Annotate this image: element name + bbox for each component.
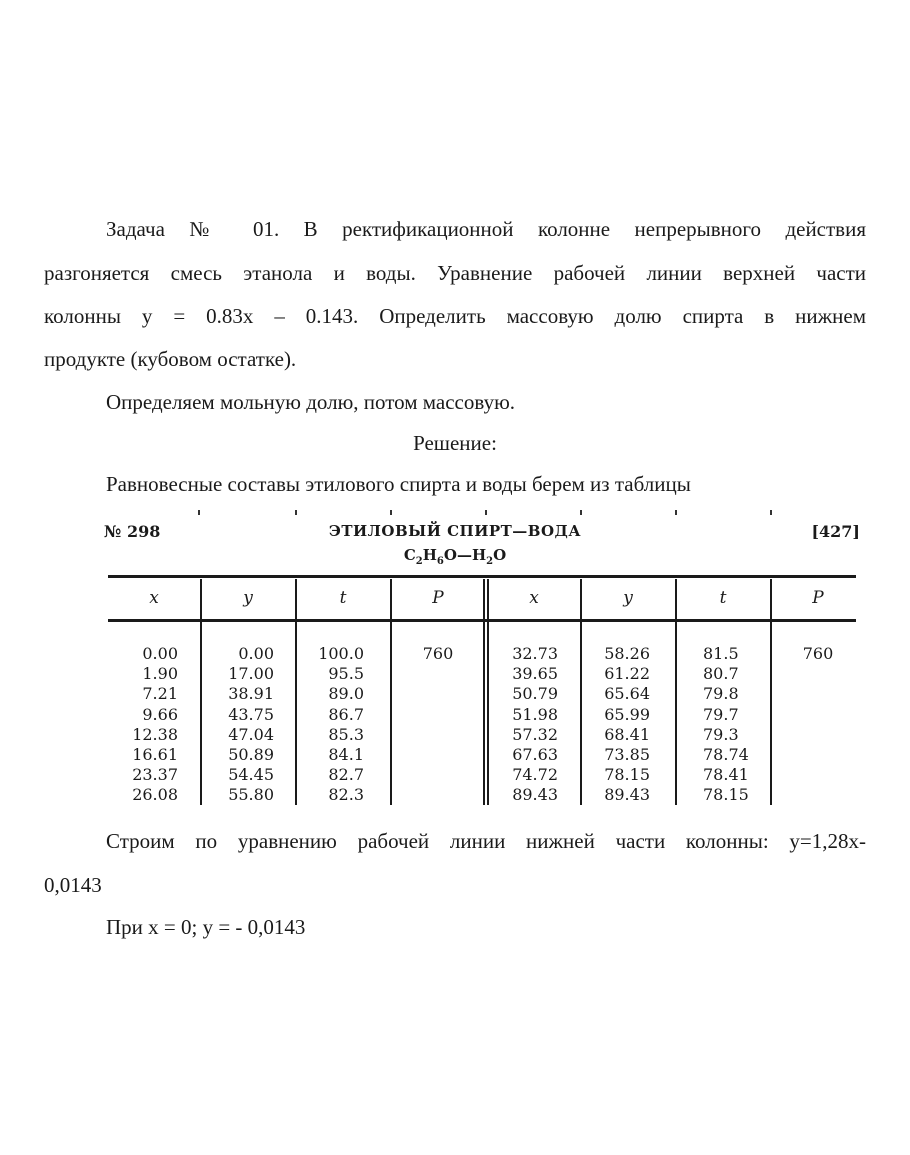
cell: 100.0: [318, 644, 364, 663]
cell: 78.41: [703, 765, 749, 785]
table-formula: [0, 546, 910, 567]
problem-note: Определяем мольную долю, потом массовую.: [106, 390, 516, 414]
cell: 0.00: [238, 644, 274, 663]
scan-mark: [295, 510, 297, 515]
cell: 51.98: [512, 704, 558, 724]
column-right-x: [512, 644, 558, 806]
column-left-t: [318, 644, 364, 806]
formula-sub: 6: [436, 556, 444, 567]
column-left-x: [132, 644, 178, 806]
table-reference: [427]: [811, 522, 860, 541]
cell: 65.99: [604, 704, 650, 724]
cell: 38.91: [228, 684, 274, 704]
column-separator: [675, 622, 677, 805]
cell: 23.37: [132, 765, 178, 785]
cell: 68.41: [604, 724, 650, 744]
formula-part: C: [403, 546, 416, 564]
cell: 82.7: [328, 765, 364, 785]
cell: 17.00: [228, 664, 274, 684]
formula-sub: 2: [486, 556, 494, 567]
scan-mark: [770, 510, 772, 515]
column-separator: [580, 622, 582, 805]
column-right-t: [703, 644, 749, 806]
cell: 7.21: [142, 684, 178, 704]
header-t: t: [339, 588, 347, 608]
cell: 73.85: [604, 745, 650, 765]
table-top-rule: [108, 575, 856, 578]
cell: 50.79: [512, 684, 558, 704]
table-number: № 298: [104, 522, 161, 541]
cell: 58.26: [604, 644, 650, 663]
scan-mark: [485, 510, 487, 515]
after-line-1: Строим по уравнению рабочей линии нижней части колонны: y=1,28x-: [106, 829, 866, 853]
cell: 95.5: [328, 664, 364, 684]
table-intro: Равновесные составы этилового спирта и воды берем из таблицы: [106, 472, 691, 496]
header-t: t: [719, 588, 727, 608]
cell: 78.15: [703, 785, 749, 805]
cell: 82.3: [328, 785, 364, 805]
header-y: y: [623, 588, 633, 608]
formula-sub: 2: [415, 556, 423, 567]
cell: 84.1: [328, 745, 364, 765]
after-line-2: 0,0143: [44, 873, 102, 897]
cell: 78.15: [604, 765, 650, 785]
cell: 0.00: [142, 644, 178, 663]
problem-line-4: продукте (кубовом остатке).: [44, 347, 297, 371]
scan-mark: [198, 510, 200, 515]
cell: 79.7: [703, 704, 739, 724]
problem-line-1: Задача № 01. В ректификационной колонне непрерывного действия: [106, 217, 866, 241]
header-p: P: [812, 588, 824, 608]
cell: 85.3: [328, 724, 364, 744]
cell: 86.7: [328, 704, 364, 724]
cell: 67.63: [512, 745, 558, 765]
column-right-y: [604, 644, 650, 806]
formula-part: H: [422, 546, 437, 564]
scan-mark: [580, 510, 582, 515]
cell: 43.75: [228, 704, 274, 724]
cell: 50.89: [228, 745, 274, 765]
cell: 54.45: [228, 765, 274, 785]
cell: 89.0: [328, 684, 364, 704]
header-y: y: [243, 588, 253, 608]
scan-mark: [390, 510, 392, 515]
column-separator: [295, 622, 297, 805]
scan-mark: [675, 510, 677, 515]
cell: 16.61: [132, 745, 178, 765]
solution-heading: Решение:: [413, 431, 497, 455]
cell: 39.65: [512, 664, 558, 684]
table-header-rule: [108, 619, 856, 622]
formula-part: O—H: [443, 546, 487, 564]
problem-line-3: колонны y = 0.83x – 0.143. Определить массовую долю спирта в нижнем: [44, 304, 866, 328]
cell: 80.7: [703, 664, 739, 684]
cell: 12.38: [132, 724, 178, 744]
cell: 55.80: [228, 785, 274, 805]
formula-part: O: [493, 546, 507, 564]
cell: 61.22: [604, 664, 650, 684]
cell: 74.72: [512, 765, 558, 785]
cell: 57.32: [512, 724, 558, 744]
cell: 89.43: [604, 785, 650, 805]
column-right-p: [772, 644, 864, 664]
cell: 760: [802, 644, 834, 663]
cell: 79.3: [703, 724, 739, 744]
problem-line-2: разгоняется смесь этанола и воды. Уравнение рабочей линии верхней части: [44, 261, 866, 285]
cell: 79.8: [703, 684, 739, 704]
cell: 65.64: [604, 684, 650, 704]
cell: 81.5: [703, 644, 739, 663]
header-p: P: [432, 588, 444, 608]
cell: 32.73: [512, 644, 558, 663]
cell: 760: [422, 644, 454, 663]
header-x: x: [529, 588, 539, 608]
column-left-y: [228, 644, 274, 806]
cell: 89.43: [512, 785, 558, 805]
column-separator: [200, 622, 202, 805]
after-line-3: При x = 0; y = - 0,0143: [106, 915, 306, 939]
cell: 1.90: [142, 664, 178, 684]
column-left-p: [392, 644, 484, 664]
table-title: ЭТИЛОВЫЙ СПИРТ—ВОДА: [328, 522, 582, 540]
cell: 47.04: [228, 724, 274, 744]
cell: 78.74: [703, 745, 749, 765]
header-x: x: [149, 588, 159, 608]
cell: 9.66: [142, 704, 178, 724]
cell: 26.08: [132, 785, 178, 805]
